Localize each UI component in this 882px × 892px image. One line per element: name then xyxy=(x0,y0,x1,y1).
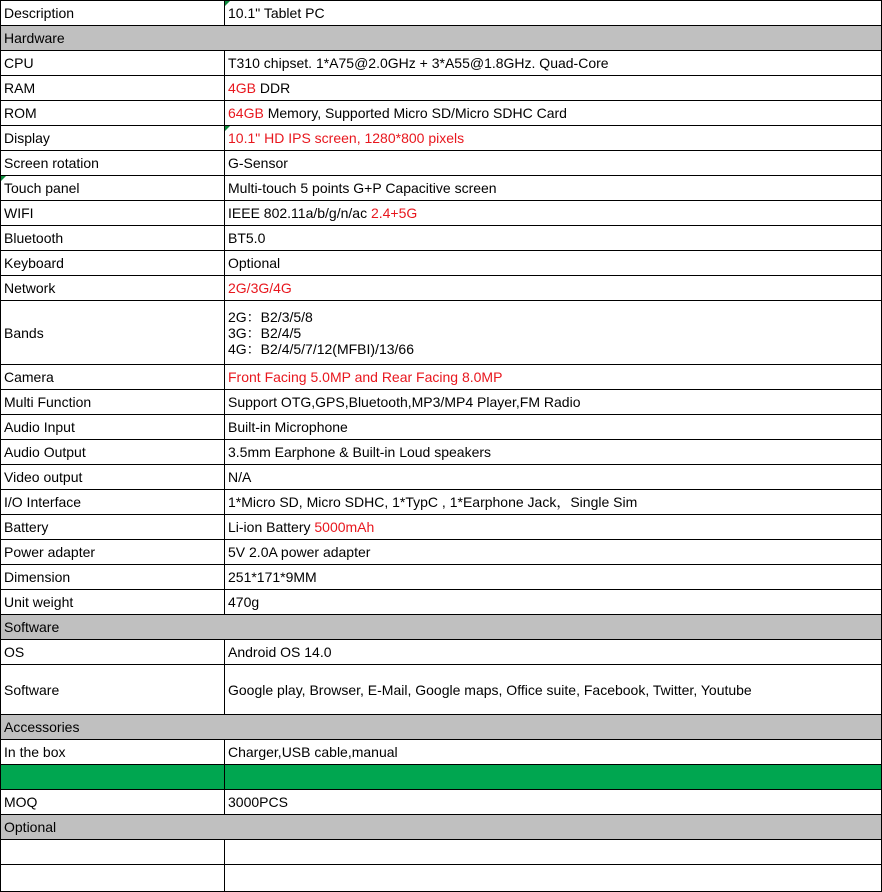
row-label: Battery xyxy=(1,515,225,540)
row-value: 3000PCS xyxy=(225,790,882,815)
row-label: CPU xyxy=(1,51,225,76)
row-label: Description xyxy=(1,1,225,26)
row-value: 470g xyxy=(225,590,882,615)
row-label: I/O Interface xyxy=(1,490,225,515)
row-label: Bands xyxy=(1,301,225,365)
table-row xyxy=(1,151,882,176)
row-value xyxy=(225,276,882,301)
row-label: Display xyxy=(1,126,225,151)
row-value: T310 chipset. 1*A75@2.0GHz + 3*A55@1.8GHz. Quad-Core xyxy=(225,51,882,76)
row-value: Support OTG,GPS,Bluetooth,MP3/MP4 Player,FM Radio xyxy=(225,390,882,415)
highlight-text: Front Facing 5.0MP and Rear Facing 8.0MP xyxy=(228,369,503,385)
table-row xyxy=(1,101,882,126)
row-label: Video output xyxy=(1,465,225,490)
green-divider-row xyxy=(1,765,882,790)
row-label: Multi Function xyxy=(1,390,225,415)
row-label: WIFI xyxy=(1,201,225,226)
table-row xyxy=(1,276,882,301)
row-label: Keyboard xyxy=(1,251,225,276)
table-row xyxy=(1,790,882,815)
band-line: 3G：B2/4/5 xyxy=(228,324,302,341)
band-line: 4G：B2/4/5/7/12(MFBI)/13/66 xyxy=(228,340,414,357)
row-label: Dimension xyxy=(1,565,225,590)
row-value xyxy=(225,301,882,365)
table-row xyxy=(1,201,882,226)
row-value xyxy=(225,201,882,226)
row-label: Unit weight xyxy=(1,590,225,615)
table-row xyxy=(1,490,882,515)
row-value: 5V 2.0A power adapter xyxy=(225,540,882,565)
section-title: Hardware xyxy=(1,26,882,51)
table-row xyxy=(1,465,882,490)
row-value xyxy=(225,365,882,390)
row-label: ROM xyxy=(1,101,225,126)
table-row xyxy=(1,565,882,590)
value-text: Memory, Supported Micro SD/Micro SDHC Card xyxy=(263,105,567,121)
row-label: Bluetooth xyxy=(1,226,225,251)
table-row xyxy=(1,365,882,390)
row-label: OS xyxy=(1,640,225,665)
section-header-software xyxy=(1,615,882,640)
row-value: Optional xyxy=(225,251,882,276)
row-value: G-Sensor xyxy=(225,151,882,176)
table-row xyxy=(1,301,882,365)
empty-cell xyxy=(225,840,882,865)
table-row xyxy=(1,740,882,765)
row-value xyxy=(225,126,882,151)
row-label: Touch panel xyxy=(1,176,225,201)
row-value: Android OS 14.0 xyxy=(225,640,882,665)
highlight-text: 5000mAh xyxy=(314,519,375,535)
band-line: 2G：B2/3/5/8 xyxy=(228,308,313,325)
value-text: Li-ion Battery xyxy=(228,519,315,535)
table-row xyxy=(1,76,882,101)
table-row xyxy=(1,226,882,251)
value-text: IEEE 802.11a/b/g/n/ac xyxy=(228,205,371,221)
section-title: Software xyxy=(1,615,882,640)
row-value xyxy=(225,76,882,101)
table-row xyxy=(1,1,882,26)
row-label: Power adapter xyxy=(1,540,225,565)
row-value xyxy=(225,101,882,126)
table-row xyxy=(1,440,882,465)
row-value: 251*171*9MM xyxy=(225,565,882,590)
table-row xyxy=(1,51,882,76)
row-value: Multi-touch 5 points G+P Capacitive screen xyxy=(225,176,882,201)
table-row xyxy=(1,126,882,151)
highlight-text: 10.1" HD IPS screen, 1280*800 pixels xyxy=(228,130,465,146)
green-cell xyxy=(225,765,882,790)
row-value: 3.5mm Earphone & Built-in Loud speakers xyxy=(225,440,882,465)
section-header-accessories xyxy=(1,715,882,740)
empty-cell xyxy=(225,865,882,892)
row-value: Charger,USB cable,manual xyxy=(225,740,882,765)
empty-row xyxy=(1,840,882,865)
row-value: N/A xyxy=(225,465,882,490)
row-value: Built-in Microphone xyxy=(225,415,882,440)
section-title: Accessories xyxy=(1,715,882,740)
green-cell xyxy=(1,765,225,790)
table-row xyxy=(1,390,882,415)
row-value: 10.1" Tablet PC xyxy=(225,1,882,26)
row-label: In the box xyxy=(1,740,225,765)
row-label: Audio Input xyxy=(1,415,225,440)
row-value: Google play, Browser, E-Mail, Google maps, Office suite, Facebook, Twitter, Youtube xyxy=(225,665,882,715)
row-value xyxy=(225,515,882,540)
empty-cell xyxy=(1,840,225,865)
row-label: Audio Output xyxy=(1,440,225,465)
empty-cell xyxy=(1,865,225,892)
section-title: Optional xyxy=(1,815,882,840)
section-header-optional xyxy=(1,815,882,840)
row-value: BT5.0 xyxy=(225,226,882,251)
row-label: Camera xyxy=(1,365,225,390)
highlight-text: 2G/3G/4G xyxy=(228,280,292,296)
row-value: 1*Micro SD, Micro SDHC, 1*TypC , 1*Earphone Jack，Single Sim xyxy=(225,490,882,515)
highlight-text: 2.4+5G xyxy=(370,205,418,221)
highlight-text: 4GB xyxy=(228,80,257,96)
table-row xyxy=(1,515,882,540)
value-text: DDR xyxy=(256,80,291,96)
table-row xyxy=(1,640,882,665)
table-row xyxy=(1,540,882,565)
row-label: Network xyxy=(1,276,225,301)
table-row xyxy=(1,415,882,440)
highlight-text: 64GB xyxy=(228,105,264,121)
row-label: Screen rotation xyxy=(1,151,225,176)
row-label: MOQ xyxy=(1,790,225,815)
table-row xyxy=(1,665,882,715)
table-row xyxy=(1,251,882,276)
row-label: RAM xyxy=(1,76,225,101)
table-row xyxy=(1,176,882,201)
row-label: Software xyxy=(1,665,225,715)
empty-row xyxy=(1,865,882,892)
table-row xyxy=(1,590,882,615)
section-header-hardware xyxy=(1,26,882,51)
